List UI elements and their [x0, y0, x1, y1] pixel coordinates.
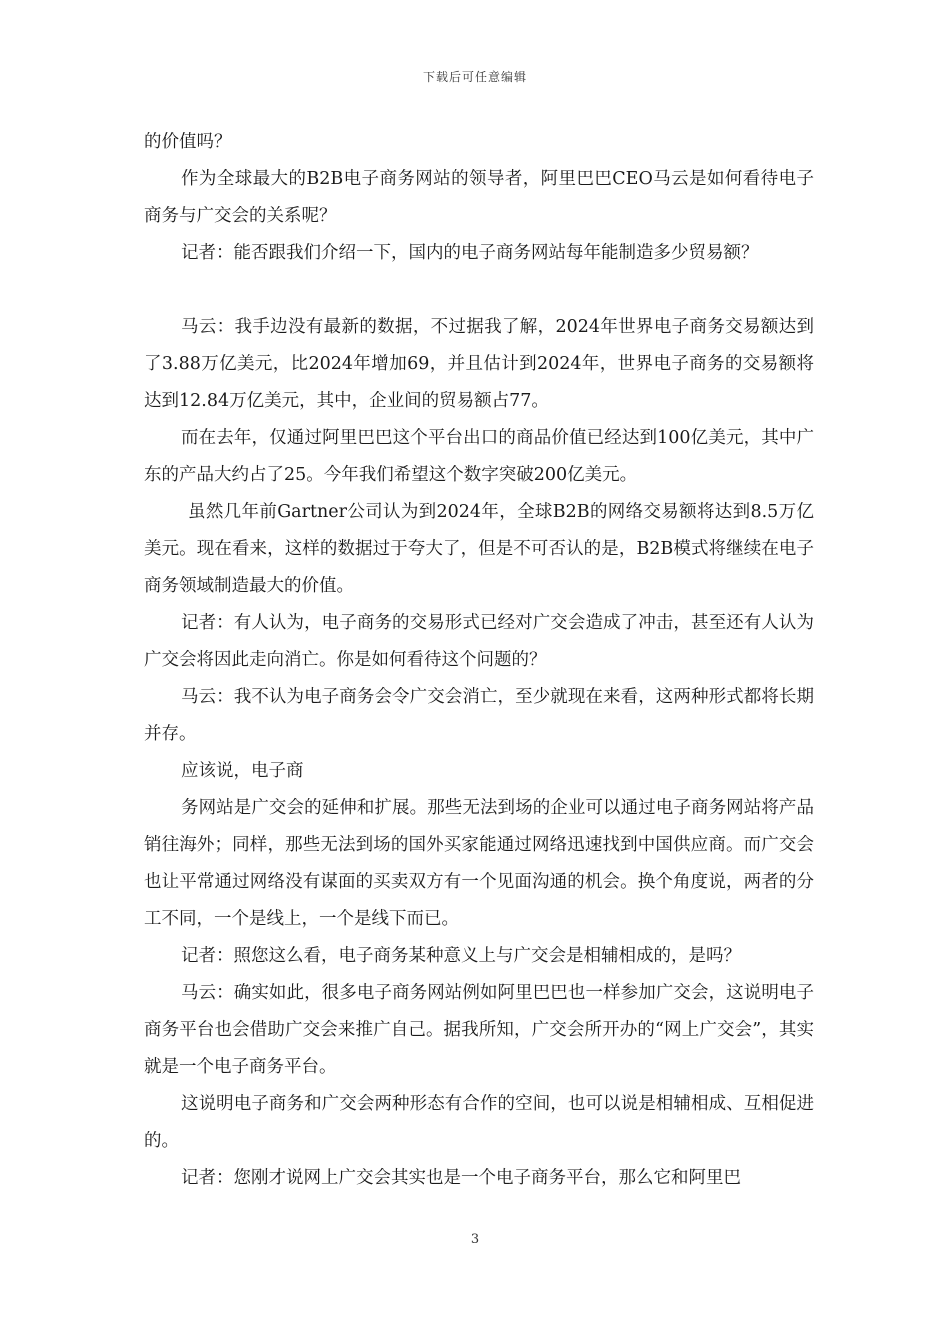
paragraph: 马云：我不认为电子商务会令广交会消亡，至少就现在来看，这两种形式都将长期并存。 [144, 687, 814, 744]
paragraph: 的价值吗？ [144, 132, 232, 152]
paragraph: 这说明电子商务和广交会两种形态有合作的空间，也可以说是相辅相成、互相促进的。 [144, 1094, 814, 1151]
page-number: 3 [470, 1232, 480, 1247]
paragraph: 务网站是广交会的延伸和扩展。那些无法到场的企业可以通过电子商务网站将产品销往海外；同样，那些无法到场的国外买家能通过网络迅速找到中国供应商。而广交会也让平常通过网络没有谋面的买卖双方有一个见面沟通的机会。换个角度说，两者的分工不同，一个是线上，一个是线下而已。 [144, 798, 814, 929]
paragraph: 马云：确实如此，很多电子商务网站例如阿里巴巴也一样参加广交会，这说明电子商务平台也会借助广交会来推广自己。据我所知，广交会所开办的“网上广交会”，其实就是一个电子商务平台。 [144, 983, 814, 1077]
paragraph: 记者：您刚才说网上广交会其实也是一个电子商务平台，那么它和阿里巴 [181, 1168, 741, 1188]
paragraph: 记者：有人认为，电子商务的交易形式已经对广交会造成了冲击，甚至还有人认为广交会将因此走向消亡。你是如何看待这个问题的？ [144, 613, 814, 670]
paragraph: 马云：我手边没有最新的数据，不过据我了解，2024年世界电子商务交易额达到了3.88万亿美元，比2024年增加69，并且估计到2024年，世界电子商务的交易额将达到12.84万亿美元，其中，企业间的贸易额占77。 [144, 317, 814, 411]
paragraph: 记者：照您这么看，电子商务某种意义上与广交会是相辅相成的，是吗？ [181, 946, 741, 966]
document-body [144, 124, 814, 1197]
page-header: 下载后可任意编辑 [422, 70, 527, 84]
paragraph: 记者：能否跟我们介绍一下，国内的电子商务网站每年能制造多少贸易额？ [181, 243, 759, 263]
paragraph: 作为全球最大的B2B电子商务网站的领导者，阿里巴巴CEO马云是如何看待电子商务与广交会的关系呢？ [144, 169, 814, 226]
paragraph: 而在去年，仅通过阿里巴巴这个平台出口的商品价值已经达到100亿美元，其中广东的产品大约占了25。今年我们希望这个数字突破200亿美元。 [144, 428, 814, 485]
paragraph: 虽然几年前Gartner公司认为到2024年，全球B2B的网络交易额将达到8.5万亿美元。现在看来，这样的数据过于夸大了，但是不可否认的是，B2B模式将继续在电子商务领域制造最大的价值。 [144, 502, 814, 596]
paragraph: 应该说，电子商 [181, 761, 304, 781]
